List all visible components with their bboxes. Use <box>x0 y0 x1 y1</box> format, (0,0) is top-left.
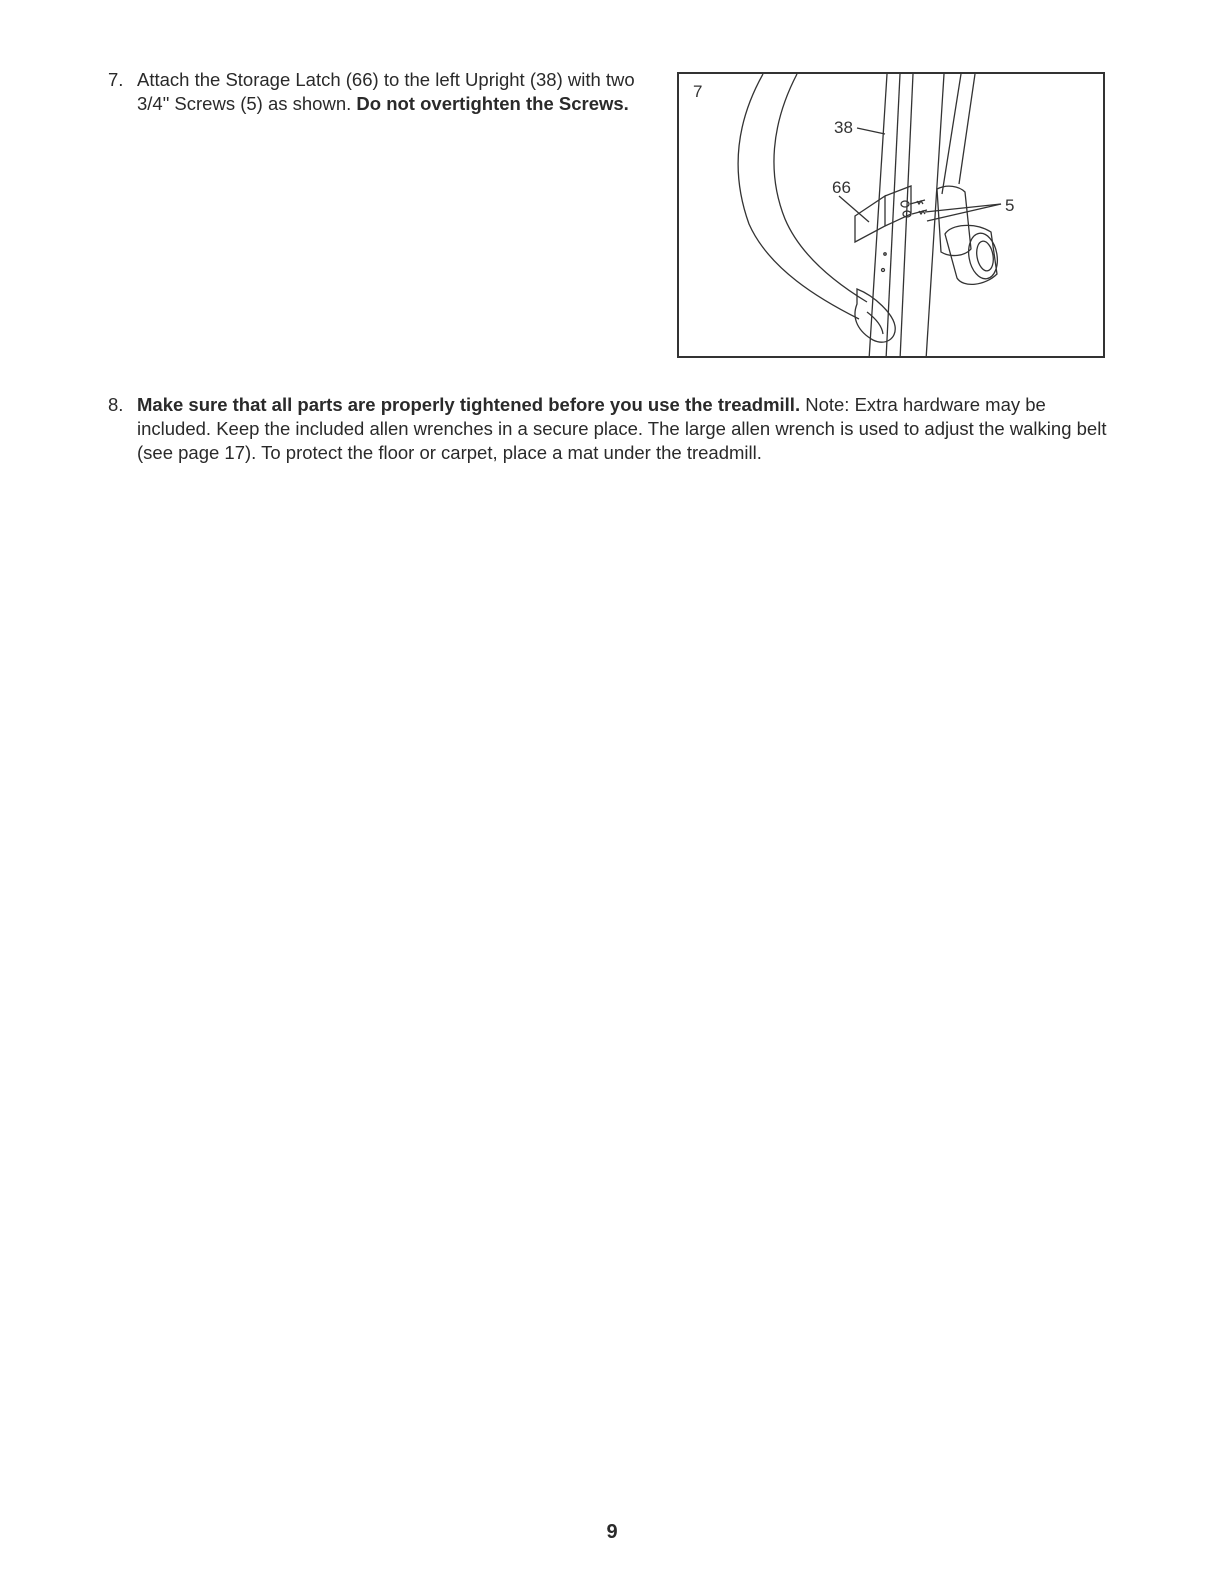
storage-latch-plate <box>855 196 885 242</box>
upright-edge-6 <box>959 74 975 184</box>
callout-5: 5 <box>1005 196 1015 215</box>
figure-7 <box>677 72 1105 358</box>
upright-edge-2 <box>886 74 900 358</box>
knob-face <box>965 231 1001 281</box>
screws-5 <box>901 200 927 217</box>
step-8-warning: Make sure that all parts are properly tightened before you use the treadmill. <box>137 394 801 415</box>
knob-housing <box>937 186 971 255</box>
assembly-illustration <box>679 74 1105 358</box>
step-8-note: Note: Extra hardware may be included. Keep the included allen wrenches in a secure place. The large allen wrench is used to adjust the walking belt (see page 17). To protect the floor or carpet, place a mat under the treadmill. <box>137 394 1107 463</box>
page-number: 9 <box>606 1521 618 1543</box>
callout-66: 66 <box>832 178 851 197</box>
callout-38: 38 <box>834 118 853 137</box>
leader-38 <box>857 128 885 134</box>
step-8 <box>108 393 1108 465</box>
step-7-text <box>137 68 653 116</box>
step-8-number: 8. <box>108 394 124 415</box>
step-7 <box>108 68 653 116</box>
step-7-instruction: Attach the Storage Latch (66) to the left Upright (38) with two 3/4" Screws (5) as shown. <box>137 69 635 114</box>
upright-edge-4 <box>926 74 944 358</box>
figure-number: 7 <box>693 82 703 101</box>
step-8-text <box>137 393 1108 465</box>
upright-edge-1 <box>869 74 887 358</box>
leader-5a <box>925 204 1001 212</box>
upright-edge-5 <box>942 74 961 194</box>
step-7-number: 7. <box>108 69 124 90</box>
handrail-inner-edge <box>774 74 867 302</box>
step-7-warning: Do not overtighten the Screws. <box>356 93 629 114</box>
